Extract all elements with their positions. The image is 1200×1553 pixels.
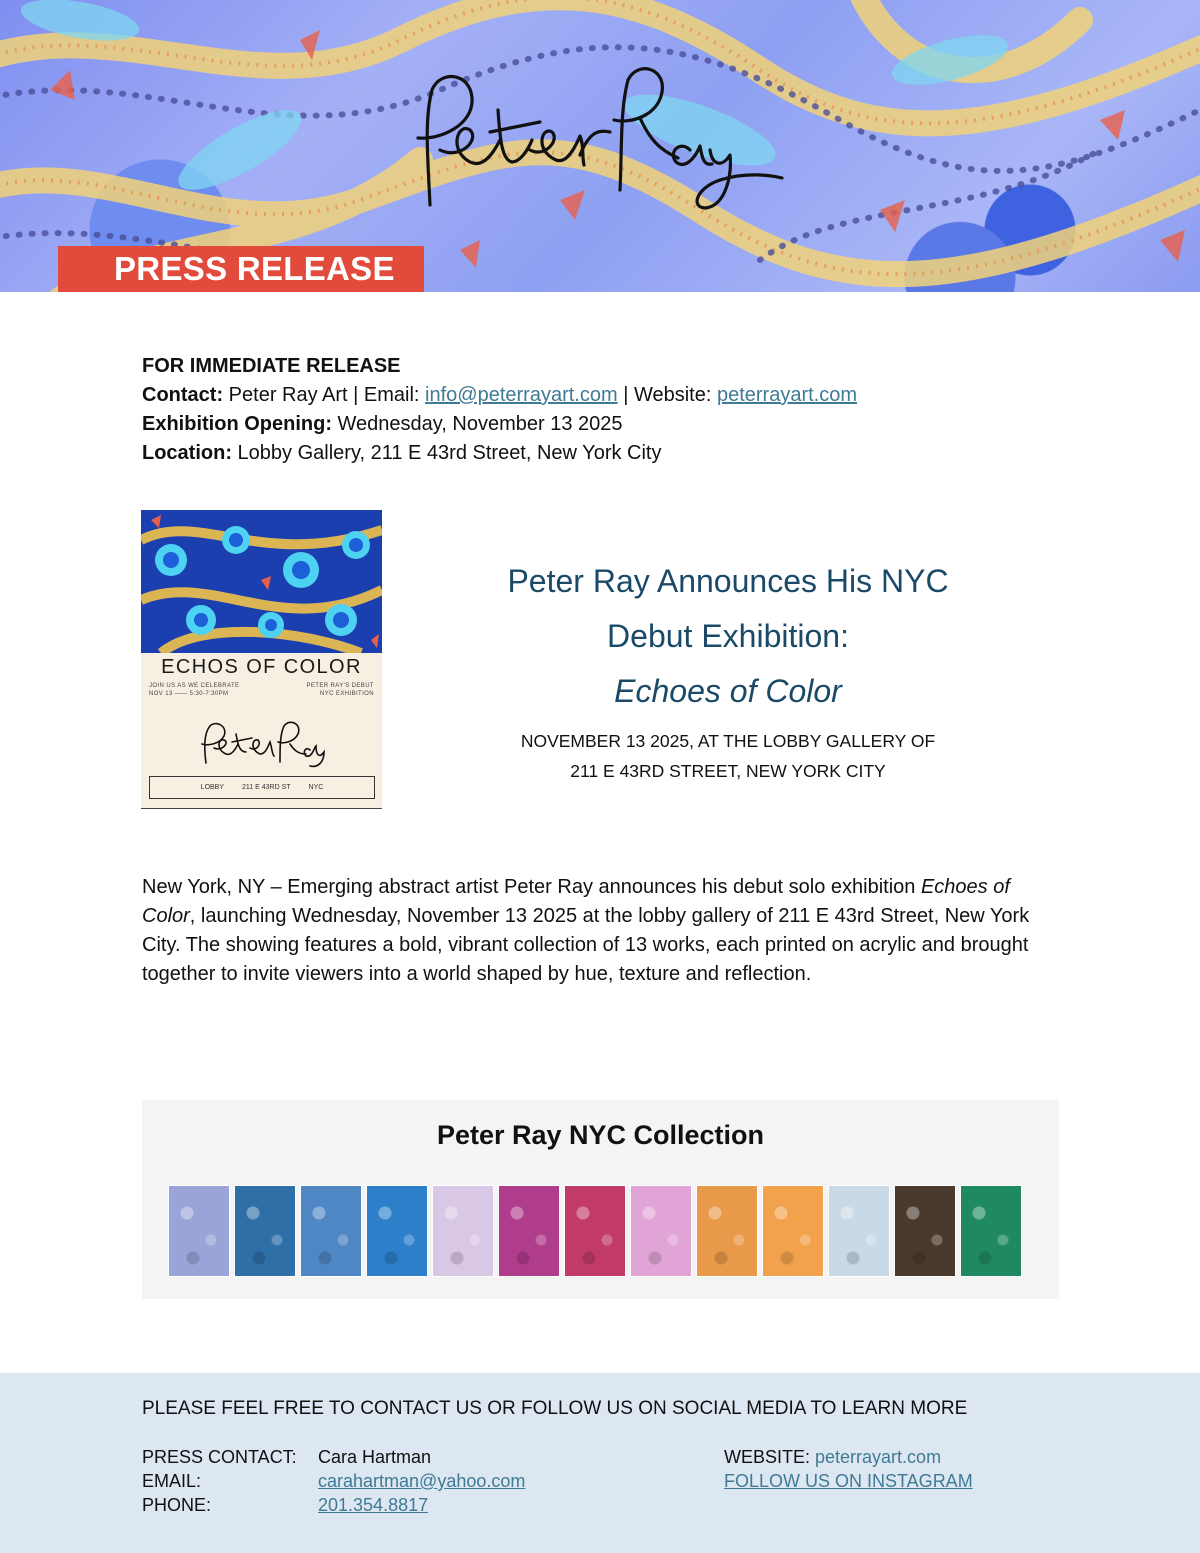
collection-thumbnail[interactable] bbox=[432, 1185, 494, 1277]
footer bbox=[0, 1373, 1200, 1553]
poster-artwork bbox=[141, 510, 382, 653]
press-contact-value: Cara Hartman bbox=[318, 1447, 432, 1467]
collection-thumbnail[interactable] bbox=[696, 1185, 758, 1277]
poster-left-line2: NOV 13 —— 5:30-7:30PM bbox=[149, 691, 229, 697]
press-release-tag: PRESS RELEASE bbox=[58, 246, 424, 292]
footer-heading: PLEASE FEEL FREE TO CONTACT US OR FOLLOW US ON SOCIAL MEDIA TO LEARN MORE bbox=[142, 1398, 968, 1419]
collection-thumbnail[interactable] bbox=[828, 1185, 890, 1277]
headline-line1: Peter Ray Announces His NYC bbox=[507, 563, 949, 599]
body-paragraph bbox=[142, 873, 1062, 989]
poster-box-lobby: LOBBY bbox=[200, 784, 225, 791]
phone-label: PHONE: bbox=[142, 1495, 212, 1515]
collection-title: Peter Ray NYC Collection bbox=[436, 1120, 765, 1150]
opening-value: Wednesday, November 13 2025 bbox=[331, 413, 623, 435]
subtitle-line1: NOVEMBER 13 2025, AT THE LOBBY GALLERY OF bbox=[520, 731, 936, 751]
location-line bbox=[142, 439, 1062, 468]
location-value: Lobby Gallery, 211 E 43rd Street, New York City bbox=[232, 442, 662, 464]
collection-thumbnail[interactable] bbox=[300, 1185, 362, 1277]
body-italic-title: Echoes of Color bbox=[142, 876, 1010, 927]
headline-exhibition-title: Echoes of Color bbox=[614, 673, 842, 709]
collection-thumbnail[interactable] bbox=[762, 1185, 824, 1277]
headline-line2: Debut Exhibition: bbox=[607, 618, 849, 654]
body-part1: New York, NY – Emerging abstract artist Peter Ray announces his debut solo exhibition bbox=[142, 876, 921, 898]
collection-thumbnail[interactable] bbox=[894, 1185, 956, 1277]
poster-signature bbox=[196, 718, 336, 768]
header-banner bbox=[0, 0, 1200, 292]
press-contact-label: PRESS CONTACT: bbox=[142, 1447, 297, 1467]
instagram-link[interactable]: FOLLOW US ON INSTAGRAM bbox=[724, 1471, 973, 1491]
exhibition-poster bbox=[141, 510, 382, 809]
body-part2: , launching Wednesday, November 13 2025 at the lobby gallery of 211 E 43rd Street, New York City. The showing features a bold, vibrant collection of 13 works, each printed on acrylic and brought together to invite viewers into a world shaped by hue, texture and reflection. bbox=[142, 905, 1030, 985]
poster-right-line1: PETER RAY'S DEBUT bbox=[306, 683, 374, 689]
collection-thumbnail[interactable] bbox=[630, 1185, 692, 1277]
poster-title: ECHOS OF COLOR bbox=[161, 656, 362, 678]
contact-email-link[interactable]: info@peterrayart.com bbox=[425, 384, 618, 406]
website-separator: | Website: bbox=[617, 384, 717, 406]
poster-location-box bbox=[149, 776, 375, 799]
collection-thumbnails bbox=[168, 1185, 1022, 1277]
headline-subtitle bbox=[440, 726, 1016, 786]
location-label: Location: bbox=[142, 442, 232, 464]
poster-right-line2: NYC EXHIBITION bbox=[320, 691, 374, 697]
footer-email-link[interactable]: carahartman@yahoo.com bbox=[318, 1471, 526, 1491]
release-line bbox=[142, 352, 1062, 381]
contact-website-link[interactable]: peterrayart.com bbox=[716, 384, 858, 406]
footer-web bbox=[724, 1445, 1144, 1493]
footer-values bbox=[318, 1445, 678, 1517]
email-label: EMAIL: bbox=[142, 1471, 202, 1491]
poster-left-text bbox=[149, 682, 239, 698]
headline bbox=[440, 554, 1016, 719]
collection-thumbnail[interactable] bbox=[168, 1185, 230, 1277]
contact-label: Contact: bbox=[142, 384, 224, 406]
release-label: FOR IMMEDIATE RELEASE bbox=[142, 355, 401, 377]
collection-thumbnail[interactable] bbox=[960, 1185, 1022, 1277]
footer-phone-link[interactable]: 201.354.8817 bbox=[318, 1495, 429, 1515]
collection-panel bbox=[142, 1100, 1059, 1299]
collection-thumbnail[interactable] bbox=[564, 1185, 626, 1277]
website-label: WEBSITE: bbox=[724, 1447, 816, 1467]
poster-left-line1: JOIN US AS WE CELEBRATE bbox=[149, 683, 240, 689]
poster-box-city: NYC bbox=[308, 784, 324, 791]
contact-name: Peter Ray Art | Email: bbox=[228, 384, 426, 406]
footer-website-link[interactable]: peterrayart.com bbox=[815, 1447, 942, 1467]
collection-thumbnail[interactable] bbox=[366, 1185, 428, 1277]
release-meta bbox=[142, 352, 1062, 468]
collection-thumbnail[interactable] bbox=[234, 1185, 296, 1277]
collection-thumbnail[interactable] bbox=[498, 1185, 560, 1277]
footer-labels bbox=[142, 1445, 318, 1517]
subtitle-line2: 211 E 43RD STREET, NEW YORK CITY bbox=[570, 761, 886, 781]
opening-line bbox=[142, 410, 1062, 439]
contact-line bbox=[142, 381, 1062, 410]
poster-box-address: 211 E 43RD ST bbox=[242, 784, 291, 791]
opening-label: Exhibition Opening: bbox=[142, 413, 332, 435]
poster-right-text bbox=[306, 682, 374, 698]
